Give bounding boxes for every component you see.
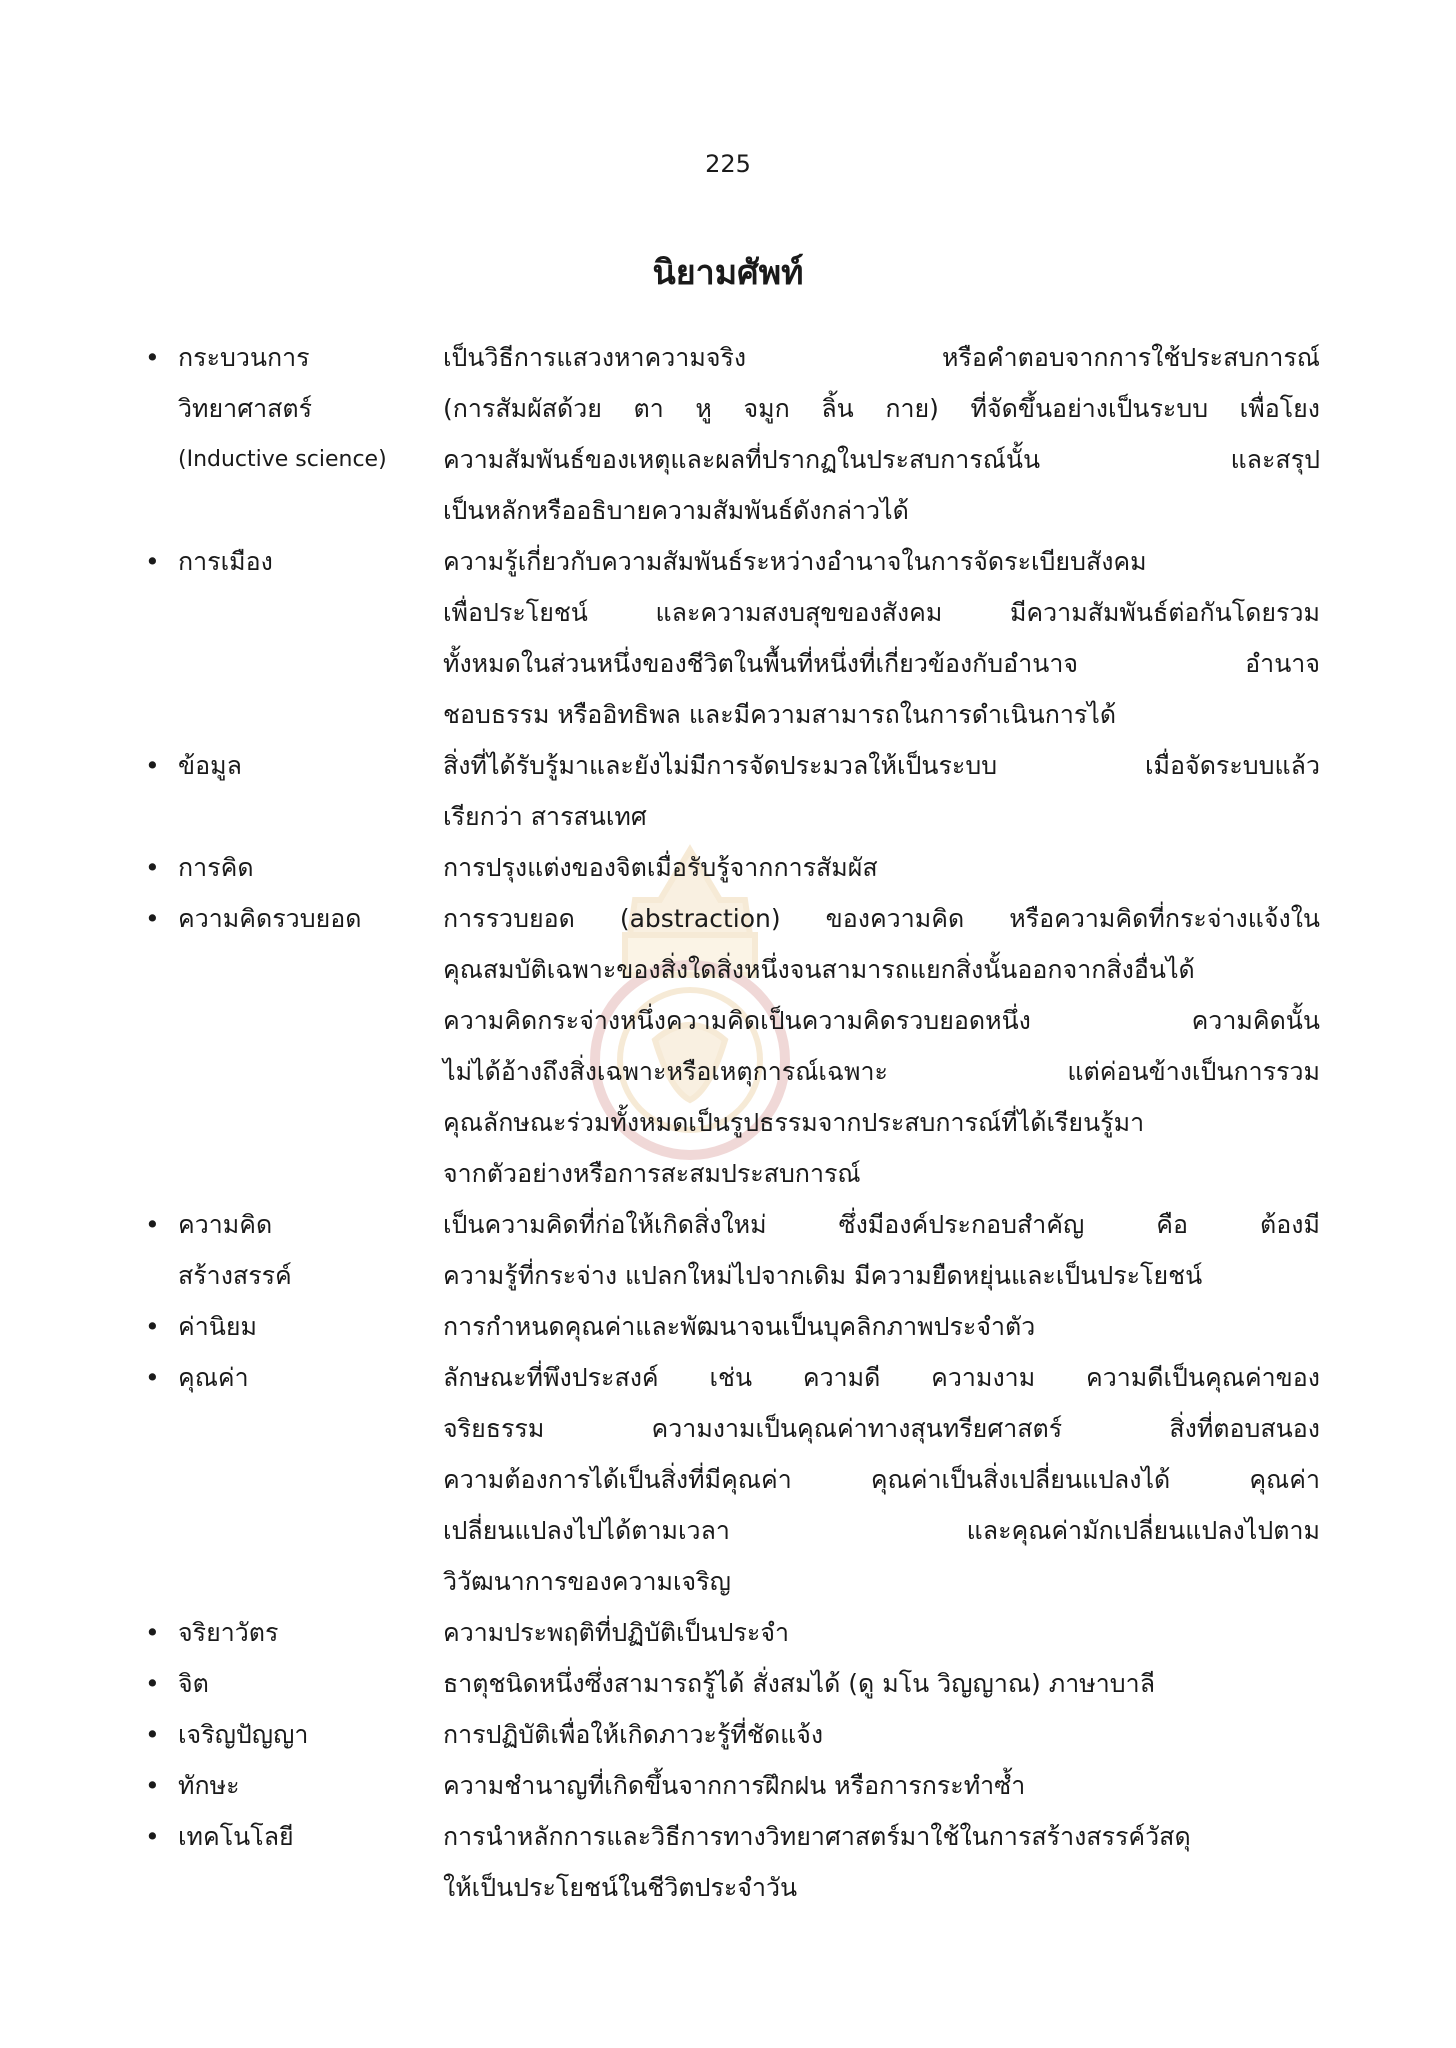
- definition-line: (การสัมผัสด้วย ตา หู จมูก ลิ้น กาย) ที่จัดขึ้นอย่างเป็นระบบ เพื่อโยง: [443, 394, 1320, 423]
- glossary-definition: [443, 1607, 1320, 1658]
- definition-line: การรวบยอด (abstraction) ของความคิด หรือความคิดที่กระจ่างแจ้งใน: [443, 904, 1320, 933]
- glossary-term: [145, 1658, 443, 1709]
- glossary-term: [145, 740, 443, 842]
- glossary-entry: [145, 1811, 1320, 1913]
- glossary-term-text: การคิด: [178, 853, 254, 882]
- glossary-term: [145, 1709, 443, 1760]
- definition-line: ความต้องการได้เป็นสิ่งที่มีคุณค่า คุณค่าเป็นสิ่งเปลี่ยนแปลงได้ คุณค่า: [443, 1465, 1320, 1494]
- page-number: 225: [705, 150, 751, 178]
- glossary-term: [145, 1352, 443, 1607]
- definition-line: ความสัมพันธ์ของเหตุและผลที่ปรากฏในประสบการณ์นั้น และสรุป: [443, 445, 1320, 474]
- definition-line: ความรู้ที่กระจ่าง แปลกใหม่ไปจากเดิม มีความยืดหยุ่นและเป็นประโยชน์: [443, 1261, 1203, 1290]
- glossary-entry: [145, 1352, 1320, 1607]
- glossary-term-text: จริยาวัตร: [178, 1618, 279, 1647]
- glossary-entry: [145, 1607, 1320, 1658]
- glossary-entry: [145, 1199, 1320, 1301]
- definition-line: จากตัวอย่างหรือการสะสมประสบการณ์: [443, 1159, 861, 1188]
- bullet-icon: •: [145, 1312, 160, 1341]
- glossary-term-text: คุณค่า: [178, 1363, 249, 1392]
- glossary-definition: [443, 1658, 1320, 1709]
- glossary-definition: [443, 740, 1320, 842]
- glossary-entry: [145, 1658, 1320, 1709]
- glossary-definition: [443, 1811, 1320, 1913]
- glossary-definition: [443, 332, 1320, 536]
- definition-line: ลักษณะที่พึงประสงค์ เช่น ความดี ความงาม ความดีเป็นคุณค่าของ: [443, 1363, 1320, 1392]
- definition-line: ความชำนาญที่เกิดขึ้นจากการฝึกฝน หรือการกระทำซ้ำ: [443, 1771, 1026, 1800]
- glossary-term-text: เจริญปัญญา: [178, 1720, 309, 1749]
- glossary-definition: [443, 1709, 1320, 1760]
- glossary-term: [145, 332, 443, 536]
- glossary-term-text: ความคิดรวบยอด: [178, 904, 362, 933]
- definition-line: การกำหนดคุณค่าและพัฒนาจนเป็นบุคลิกภาพประจำตัว: [443, 1312, 1036, 1341]
- definition-line: ความคิดกระจ่างหนึ่งความคิดเป็นความคิดรวบยอดหนึ่ง ความคิดนั้น: [443, 1006, 1320, 1035]
- definition-line: เป็นวิธีการแสวงหาความจริง หรือคำตอบจากการใช้ประสบการณ์: [443, 343, 1320, 372]
- glossary-term-text: (Inductive science): [178, 447, 387, 472]
- definition-line: ไม่ได้อ้างถึงสิ่งเฉพาะหรือเหตุการณ์เฉพาะ แต่ค่อนข้างเป็นการรวม: [443, 1057, 1320, 1086]
- glossary-term: [145, 893, 443, 1199]
- glossary-term: [145, 1301, 443, 1352]
- glossary-entry: [145, 893, 1320, 1199]
- definition-line: วิวัฒนาการของความเจริญ: [443, 1567, 731, 1596]
- glossary-term: [145, 1199, 443, 1301]
- glossary-term-text: สร้างสรรค์: [178, 1261, 292, 1290]
- bullet-icon: •: [145, 1669, 160, 1698]
- bullet-icon: •: [145, 751, 160, 780]
- definition-line: เป็นความคิดที่ก่อให้เกิดสิ่งใหม่ ซึ่งมีองค์ประกอบสำคัญ คือ ต้องมี: [443, 1210, 1320, 1239]
- glossary-term-text: ค่านิยม: [178, 1312, 257, 1341]
- glossary-definition: [443, 1199, 1320, 1301]
- glossary-entry: [145, 740, 1320, 842]
- definition-line: สิ่งที่ได้รับรู้มาและยังไม่มีการจัดประมวลให้เป็นระบบ เมื่อจัดระบบแล้ว: [443, 751, 1320, 780]
- bullet-icon: •: [145, 1720, 160, 1749]
- definition-line: เปลี่ยนแปลงไปได้ตามเวลา และคุณค่ามักเปลี่ยนแปลงไปตาม: [443, 1516, 1320, 1545]
- definition-line: ธาตุชนิดหนึ่งซึ่งสามารถรู้ได้ สั่งสมได้ (ดู มโน วิญญาณ) ภาษาบาลี: [443, 1669, 1156, 1698]
- definition-line: การปรุงแต่งของจิตเมื่อรับรู้จากการสัมผัส: [443, 853, 878, 882]
- bullet-icon: •: [145, 343, 160, 372]
- definition-line: ทั้งหมดในส่วนหนึ่งของชีวิตในพื้นที่หนึ่งที่เกี่ยวข้องกับอำนาจ อำนาจ: [443, 649, 1320, 678]
- bullet-icon: •: [145, 1618, 160, 1647]
- glossary-term-text: เทคโนโลยี: [178, 1822, 294, 1851]
- glossary-term: [145, 1607, 443, 1658]
- glossary-term-text: ข้อมูล: [178, 751, 242, 780]
- definition-line: ความรู้เกี่ยวกับความสัมพันธ์ระหว่างอำนาจในการจัดระเบียบสังคม: [443, 547, 1147, 576]
- glossary-term: [145, 1760, 443, 1811]
- bullet-icon: •: [145, 1363, 160, 1392]
- glossary-entry: [145, 1301, 1320, 1352]
- glossary-definition: [443, 842, 1320, 893]
- definition-line: การนำหลักการและวิธีการทางวิทยาศาสตร์มาใช้ในการสร้างสรรค์วัสดุ: [443, 1822, 1191, 1851]
- glossary-term-text: การเมือง: [178, 547, 273, 576]
- glossary-definition: [443, 1301, 1320, 1352]
- definition-line: คุณลักษณะร่วมทั้งหมดเป็นรูปธรรมจากประสบการณ์ที่ได้เรียนรู้มา: [443, 1108, 1145, 1137]
- glossary-definition: [443, 1760, 1320, 1811]
- glossary-term-text: จิต: [178, 1669, 209, 1698]
- glossary-entry: [145, 1709, 1320, 1760]
- definition-line: เรียกว่า สารสนเทศ: [443, 802, 647, 831]
- glossary-term-text: วิทยาศาสตร์: [178, 394, 313, 423]
- glossary-term-text: กระบวนการ: [178, 343, 310, 372]
- bullet-icon: •: [145, 1210, 160, 1239]
- glossary-entry: [145, 332, 1320, 536]
- glossary-definition: [443, 1352, 1320, 1607]
- definition-line: เพื่อประโยชน์ และความสงบสุขของสังคม มีความสัมพันธ์ต่อกันโดยรวม: [443, 598, 1320, 627]
- bullet-icon: •: [145, 853, 160, 882]
- definition-line: ชอบธรรม หรืออิทธิพล และมีความสามารถในการดำเนินการได้: [443, 700, 1117, 729]
- glossary-entry: [145, 536, 1320, 740]
- bullet-icon: •: [145, 1822, 160, 1851]
- glossary-term-text: ความคิด: [178, 1210, 273, 1239]
- glossary-entry: [145, 1760, 1320, 1811]
- glossary-term: [145, 1811, 443, 1913]
- glossary-definition: [443, 536, 1320, 740]
- definition-line: ความประพฤติที่ปฏิบัติเป็นประจำ: [443, 1618, 790, 1647]
- bullet-icon: •: [145, 904, 160, 933]
- glossary-definition: [443, 893, 1320, 1199]
- glossary-term: [145, 842, 443, 893]
- page-title: นิยามศัพท์: [652, 253, 804, 293]
- glossary-term-text: ทักษะ: [178, 1771, 240, 1800]
- bullet-icon: •: [145, 1771, 160, 1800]
- definition-line: ให้เป็นประโยชน์ในชีวิตประจำวัน: [443, 1873, 798, 1902]
- definition-line: การปฏิบัติเพื่อให้เกิดภาวะรู้ที่ชัดแจ้ง: [443, 1720, 824, 1749]
- glossary-entry: [145, 842, 1320, 893]
- glossary-term: [145, 536, 443, 740]
- definition-line: เป็นหลักหรืออธิบายความสัมพันธ์ดังกล่าวได้: [443, 496, 909, 525]
- definition-line: คุณสมบัติเฉพาะของสิ่งใดสิ่งหนึ่งจนสามารถแยกสิ่งนั้นออกจากสิ่งอื่นได้: [443, 955, 1195, 984]
- bullet-icon: •: [145, 547, 160, 576]
- definition-line: จริยธรรม ความงามเป็นคุณค่าทางสุนทรียศาสตร์ สิ่งที่ตอบสนอง: [443, 1414, 1320, 1443]
- glossary-list: [145, 332, 1320, 1913]
